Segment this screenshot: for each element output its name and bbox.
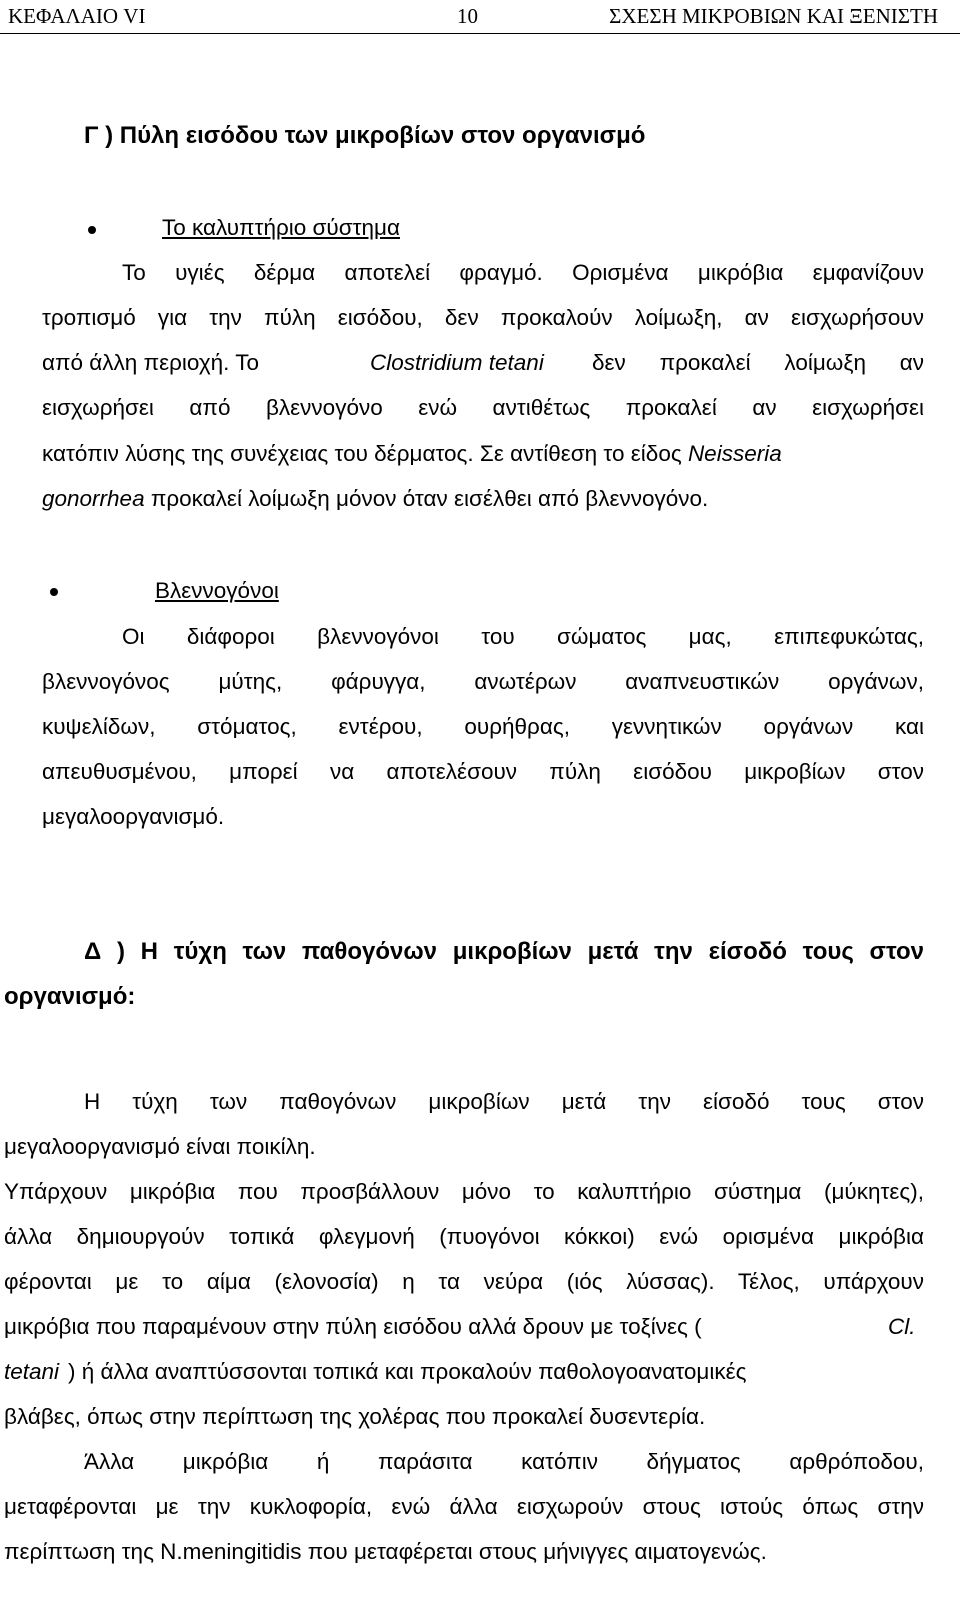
section-d-title: Δ ) Η τύχη των παθογόνων μικροβίων μετά την είσοδό τους στον	[84, 938, 924, 965]
bullet-1-heading: Το καλυπτήριο σύστημα	[162, 215, 400, 240]
section-c-b1-line-2: τροπισμό για την πύλη εισόδου, δεν προκαλούν λοίμωξη, αν εισχωρήσουν	[42, 305, 924, 330]
section-c-b1-line-3c: δεν προκαλεί λοίμωξη αν	[592, 350, 924, 375]
section-c-b2-line-4: απευθυσμένου, μπορεί να αποτελέσουν πύλη εισόδου μικροβίων στον	[42, 759, 924, 784]
section-c-title: Γ ) Πύλη εισόδου των μικροβίων στον οργανισμό	[84, 122, 646, 149]
section-d-p2-line-6: βλάβες, όπως στην περίπτωση της χολέρας που προκαλεί δυσεντερία.	[4, 1404, 706, 1429]
section-c-b1-line-1: Το υγιές δέρμα αποτελεί φραγμό. Ορισμένα μικρόβια εμφανίζουν	[122, 260, 924, 285]
bullet-2-heading: Βλεννογόνοι	[155, 578, 279, 603]
section-c-b2-line-5: μεγαλοοργανισμό.	[42, 804, 225, 829]
section-c-b2-line-1: Οι διάφοροι βλεννογόνοι του σώματος μας, επιπεφυκώτας,	[122, 624, 924, 649]
section-d-p2-line-1: Υπάρχουν μικρόβια που προσβάλλουν μόνο το καλυπτήριο σύστημα (μύκητες),	[4, 1179, 924, 1204]
section-d-p2-line-3: φέρονται με το αίμα (ελονοσία) η τα νεύρα (ιός λύσσας). Τέλος, υπάρχουν	[4, 1269, 924, 1294]
section-d-p2-line-2: άλλα δημιουργούν τοπικά φλεγμονή (πυογόνοι κόκκοι) ενώ ορισμένα μικρόβια	[4, 1224, 924, 1249]
species-tetani: tetani	[4, 1359, 60, 1384]
species-neisseria: Neisseria	[687, 441, 782, 466]
header-divider	[0, 33, 960, 34]
section-c-b2-line-3: κυψελίδων, στόματος, εντέρου, ουρήθρας, γεννητικών οργάνων και	[42, 714, 924, 739]
section-d-p2-line-4a: μικρόβια που παραμένουν στην πύλη εισόδου αλλά δρουν με τοξίνες (	[4, 1314, 702, 1339]
bullet-2-icon	[50, 588, 58, 596]
section-d-p1-line-2: μεγαλοοργανισμό είναι ποικίλη.	[4, 1134, 316, 1159]
page-header	[0, 0, 960, 34]
header-chapter: ΚΕΦΑΛΑΙΟ VI	[8, 4, 146, 28]
section-d-p3-line-2: μεταφέρονται με την κυκλοφορία, ενώ άλλα εισχωρούν στους ιστούς όπως στην	[4, 1494, 924, 1519]
section-c-b1-line-6: gonorrhea προκαλεί λοίμωξη μόνον όταν εισέλθει από βλεννογόνο.	[42, 486, 709, 511]
species-clostridium-tetani: Clostridium tetani	[370, 350, 544, 375]
species-cl-abbrev: Cl.	[888, 1314, 916, 1339]
header-running-title: ΣΧΕΣΗ ΜΙΚΡΟΒΙΩΝ ΚΑΙ ΞΕΝΙΣΤΗ	[609, 4, 938, 28]
section-d-p1-line-1: Η τύχη των παθογόνων μικροβίων μετά την είσοδό τους στον	[84, 1089, 924, 1114]
section-c-b1-line-3a: από άλλη περιοχή. Το	[42, 350, 260, 375]
header-page-number: 10	[457, 4, 478, 28]
section-d-p3-line-1: Άλλα μικρόβια ή παράσιτα κατόπιν δήγματος αρθρόποδου,	[84, 1449, 924, 1474]
section-d-p3-line-3: περίπτωση της N.meningitidis που μεταφέρεται στους μήνιγγες αιματογενώς.	[4, 1539, 767, 1564]
species-gonorrhea: gonorrhea	[42, 486, 145, 511]
section-c-b2-line-2: βλεννογόνος μύτης, φάρυγγα, ανωτέρων αναπνευστικών οργάνων,	[42, 669, 924, 694]
section-c-b1-line-5: κατόπιν λύσης της συνέχειας του δέρματος. Σε αντίθεση το είδος Neisseria	[42, 441, 782, 466]
section-c-b1-line-4: εισχωρήσει από βλεννογόνο ενώ αντιθέτως προκαλεί αν εισχωρήσει	[42, 395, 924, 420]
section-d-title-cont: οργανισμό:	[4, 983, 136, 1010]
section-d-p2-line-5b: ) ή άλλα αναπτύσσονται τοπικά και προκαλούν παθολογοανατομικές	[68, 1359, 747, 1384]
bullet-1-icon	[88, 226, 96, 234]
